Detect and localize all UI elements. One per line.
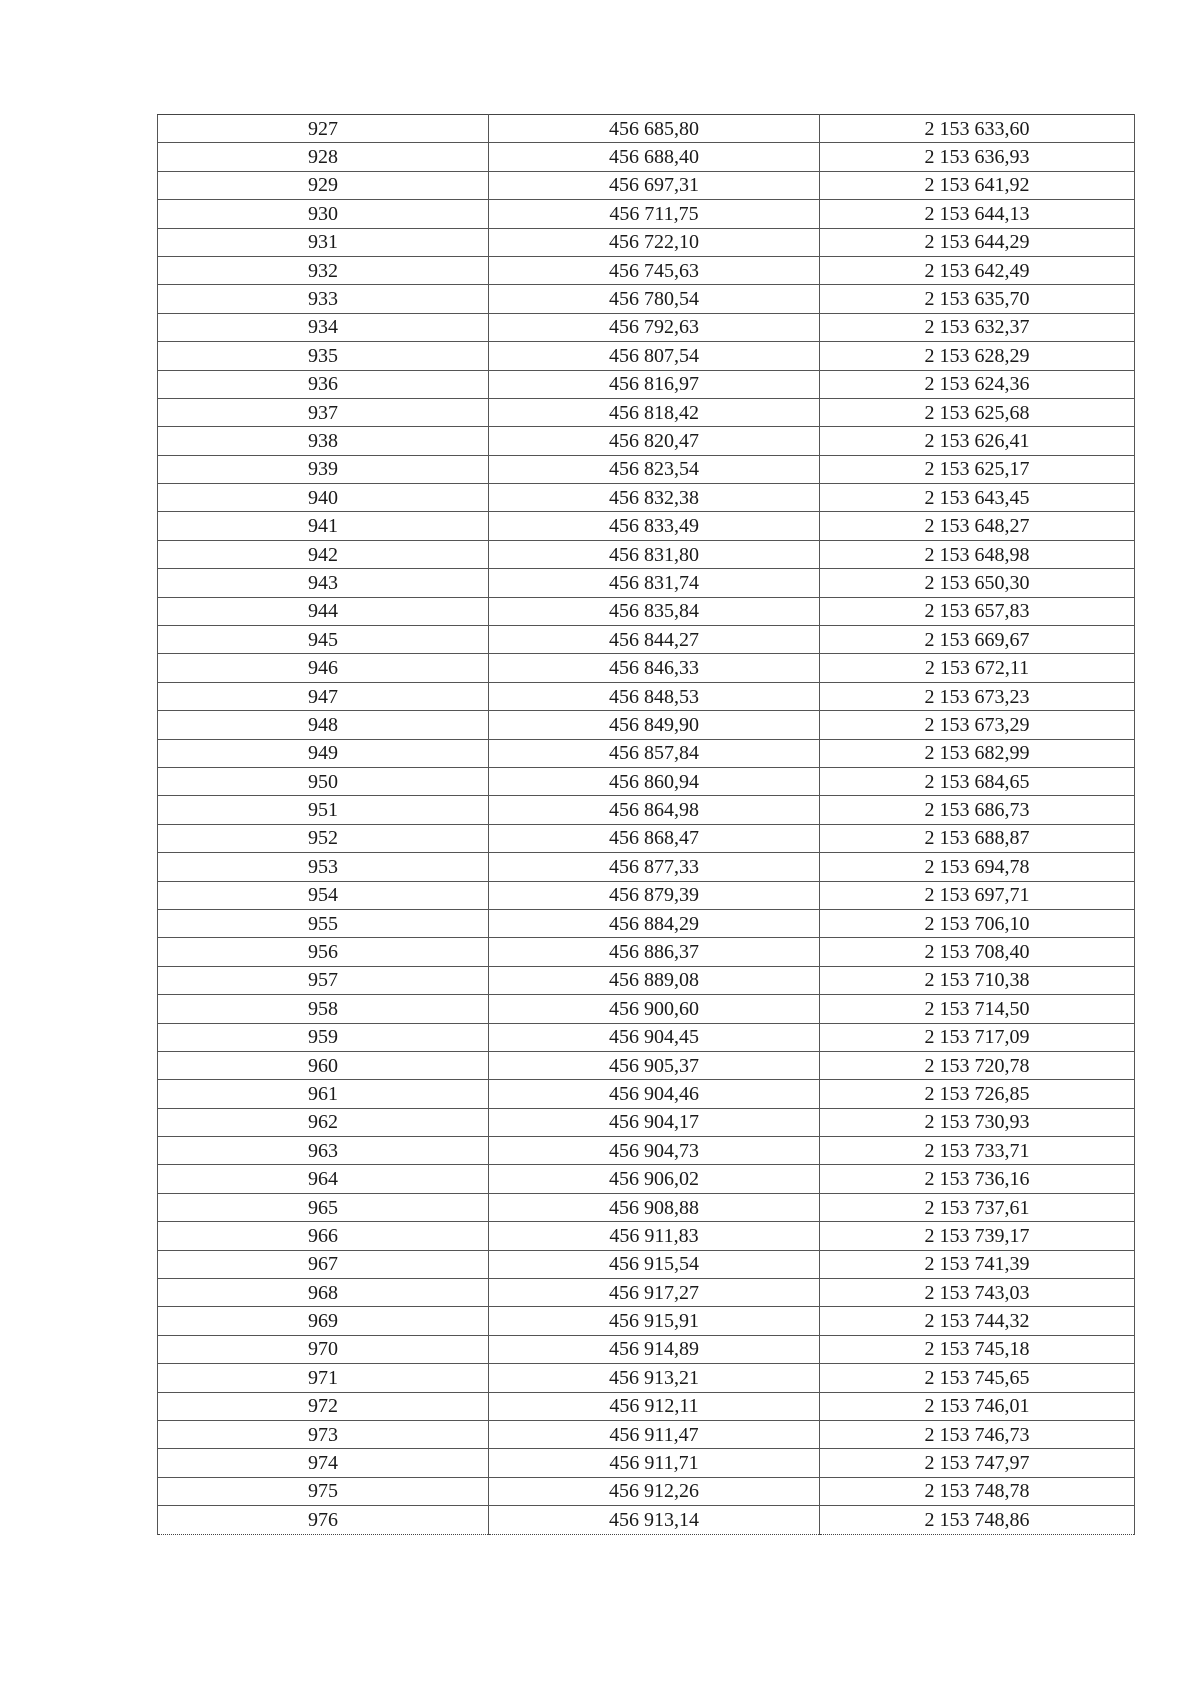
- x-coordinate-cell: 456 807,54: [489, 342, 820, 370]
- x-coordinate-cell: 456 688,40: [489, 143, 820, 171]
- y-coordinate-cell: 2 153 746,73: [820, 1420, 1135, 1448]
- point-number-cell: 974: [158, 1449, 489, 1477]
- table-row: [158, 938, 1135, 966]
- table-row: [158, 1364, 1135, 1392]
- x-coordinate-cell: 456 780,54: [489, 285, 820, 313]
- y-coordinate-cell: 2 153 633,60: [820, 115, 1135, 143]
- x-coordinate-cell: 456 884,29: [489, 909, 820, 937]
- x-coordinate-cell: 456 846,33: [489, 654, 820, 682]
- y-coordinate-cell: 2 153 626,41: [820, 427, 1135, 455]
- table-row: [158, 512, 1135, 540]
- x-coordinate-cell: 456 860,94: [489, 767, 820, 795]
- table-row: [158, 966, 1135, 994]
- y-coordinate-cell: 2 153 686,73: [820, 796, 1135, 824]
- x-coordinate-cell: 456 849,90: [489, 711, 820, 739]
- y-coordinate-cell: 2 153 673,23: [820, 682, 1135, 710]
- point-number-cell: 950: [158, 767, 489, 795]
- point-number-cell: 962: [158, 1108, 489, 1136]
- point-number-cell: 940: [158, 484, 489, 512]
- point-number-cell: 936: [158, 370, 489, 398]
- table-row: [158, 682, 1135, 710]
- y-coordinate-cell: 2 153 648,27: [820, 512, 1135, 540]
- y-coordinate-cell: 2 153 688,87: [820, 824, 1135, 852]
- y-coordinate-cell: 2 153 741,39: [820, 1250, 1135, 1278]
- y-coordinate-cell: 2 153 736,16: [820, 1165, 1135, 1193]
- x-coordinate-cell: 456 833,49: [489, 512, 820, 540]
- y-coordinate-cell: 2 153 669,67: [820, 626, 1135, 654]
- table-row: [158, 853, 1135, 881]
- table-row: [158, 1335, 1135, 1363]
- x-coordinate-cell: 456 908,88: [489, 1193, 820, 1221]
- table-row: [158, 1250, 1135, 1278]
- y-coordinate-cell: 2 153 682,99: [820, 739, 1135, 767]
- x-coordinate-cell: 456 904,73: [489, 1137, 820, 1165]
- x-coordinate-cell: 456 886,37: [489, 938, 820, 966]
- y-coordinate-cell: 2 153 747,97: [820, 1449, 1135, 1477]
- x-coordinate-cell: 456 905,37: [489, 1051, 820, 1079]
- point-number-cell: 948: [158, 711, 489, 739]
- y-coordinate-cell: 2 153 708,40: [820, 938, 1135, 966]
- x-coordinate-cell: 456 900,60: [489, 995, 820, 1023]
- y-coordinate-cell: 2 153 743,03: [820, 1279, 1135, 1307]
- x-coordinate-cell: 456 792,63: [489, 313, 820, 341]
- x-coordinate-cell: 456 904,46: [489, 1080, 820, 1108]
- table-row: [158, 228, 1135, 256]
- table-row: [158, 1051, 1135, 1079]
- table-row: [158, 881, 1135, 909]
- table-row: [158, 1279, 1135, 1307]
- point-number-cell: 943: [158, 569, 489, 597]
- table-row: [158, 1506, 1135, 1534]
- y-coordinate-cell: 2 153 748,78: [820, 1477, 1135, 1505]
- y-coordinate-cell: 2 153 733,71: [820, 1137, 1135, 1165]
- x-coordinate-cell: 456 831,80: [489, 540, 820, 568]
- x-coordinate-cell: 456 914,89: [489, 1335, 820, 1363]
- x-coordinate-cell: 456 915,54: [489, 1250, 820, 1278]
- x-coordinate-cell: 456 912,11: [489, 1392, 820, 1420]
- point-number-cell: 960: [158, 1051, 489, 1079]
- y-coordinate-cell: 2 153 636,93: [820, 143, 1135, 171]
- point-number-cell: 949: [158, 739, 489, 767]
- y-coordinate-cell: 2 153 745,65: [820, 1364, 1135, 1392]
- y-coordinate-cell: 2 153 632,37: [820, 313, 1135, 341]
- point-number-cell: 928: [158, 143, 489, 171]
- table-row: [158, 342, 1135, 370]
- point-number-cell: 969: [158, 1307, 489, 1335]
- y-coordinate-cell: 2 153 684,65: [820, 767, 1135, 795]
- y-coordinate-cell: 2 153 714,50: [820, 995, 1135, 1023]
- point-number-cell: 930: [158, 200, 489, 228]
- y-coordinate-cell: 2 153 746,01: [820, 1392, 1135, 1420]
- point-number-cell: 953: [158, 853, 489, 881]
- coordinates-table-body: [158, 115, 1135, 1535]
- point-number-cell: 973: [158, 1420, 489, 1448]
- table-row: [158, 1193, 1135, 1221]
- y-coordinate-cell: 2 153 641,92: [820, 171, 1135, 199]
- x-coordinate-cell: 456 904,45: [489, 1023, 820, 1051]
- y-coordinate-cell: 2 153 748,86: [820, 1506, 1135, 1534]
- y-coordinate-cell: 2 153 717,09: [820, 1023, 1135, 1051]
- x-coordinate-cell: 456 697,31: [489, 171, 820, 199]
- x-coordinate-cell: 456 904,17: [489, 1108, 820, 1136]
- point-number-cell: 944: [158, 597, 489, 625]
- y-coordinate-cell: 2 153 648,98: [820, 540, 1135, 568]
- x-coordinate-cell: 456 913,21: [489, 1364, 820, 1392]
- point-number-cell: 941: [158, 512, 489, 540]
- y-coordinate-cell: 2 153 673,29: [820, 711, 1135, 739]
- x-coordinate-cell: 456 913,14: [489, 1506, 820, 1534]
- table-row: [158, 909, 1135, 937]
- table-row: [158, 540, 1135, 568]
- table-row: [158, 143, 1135, 171]
- y-coordinate-cell: 2 153 706,10: [820, 909, 1135, 937]
- y-coordinate-cell: 2 153 726,85: [820, 1080, 1135, 1108]
- point-number-cell: 934: [158, 313, 489, 341]
- point-number-cell: 958: [158, 995, 489, 1023]
- point-number-cell: 967: [158, 1250, 489, 1278]
- y-coordinate-cell: 2 153 672,11: [820, 654, 1135, 682]
- table-row: [158, 1137, 1135, 1165]
- table-row: [158, 1307, 1135, 1335]
- x-coordinate-cell: 456 835,84: [489, 597, 820, 625]
- point-number-cell: 945: [158, 626, 489, 654]
- table-row: [158, 115, 1135, 143]
- x-coordinate-cell: 456 917,27: [489, 1279, 820, 1307]
- y-coordinate-cell: 2 153 697,71: [820, 881, 1135, 909]
- point-number-cell: 929: [158, 171, 489, 199]
- point-number-cell: 975: [158, 1477, 489, 1505]
- x-coordinate-cell: 456 711,75: [489, 200, 820, 228]
- y-coordinate-cell: 2 153 625,17: [820, 455, 1135, 483]
- table-row: [158, 285, 1135, 313]
- table-row: [158, 1420, 1135, 1448]
- table-row: [158, 654, 1135, 682]
- point-number-cell: 951: [158, 796, 489, 824]
- x-coordinate-cell: 456 906,02: [489, 1165, 820, 1193]
- x-coordinate-cell: 456 868,47: [489, 824, 820, 852]
- x-coordinate-cell: 456 832,38: [489, 484, 820, 512]
- x-coordinate-cell: 456 844,27: [489, 626, 820, 654]
- point-number-cell: 938: [158, 427, 489, 455]
- x-coordinate-cell: 456 848,53: [489, 682, 820, 710]
- table-row: [158, 1023, 1135, 1051]
- x-coordinate-cell: 456 911,71: [489, 1449, 820, 1477]
- x-coordinate-cell: 456 685,80: [489, 115, 820, 143]
- point-number-cell: 963: [158, 1137, 489, 1165]
- x-coordinate-cell: 456 857,84: [489, 739, 820, 767]
- y-coordinate-cell: 2 153 744,32: [820, 1307, 1135, 1335]
- table-row: [158, 739, 1135, 767]
- x-coordinate-cell: 456 879,39: [489, 881, 820, 909]
- point-number-cell: 972: [158, 1392, 489, 1420]
- point-number-cell: 937: [158, 398, 489, 426]
- x-coordinate-cell: 456 745,63: [489, 256, 820, 284]
- point-number-cell: 964: [158, 1165, 489, 1193]
- table-row: [158, 455, 1135, 483]
- x-coordinate-cell: 456 820,47: [489, 427, 820, 455]
- point-number-cell: 947: [158, 682, 489, 710]
- point-number-cell: 935: [158, 342, 489, 370]
- table-row: [158, 1449, 1135, 1477]
- point-number-cell: 955: [158, 909, 489, 937]
- x-coordinate-cell: 456 912,26: [489, 1477, 820, 1505]
- table-row: [158, 796, 1135, 824]
- point-number-cell: 939: [158, 455, 489, 483]
- table-row: [158, 427, 1135, 455]
- y-coordinate-cell: 2 153 625,68: [820, 398, 1135, 426]
- point-number-cell: 954: [158, 881, 489, 909]
- y-coordinate-cell: 2 153 642,49: [820, 256, 1135, 284]
- table-row: [158, 1477, 1135, 1505]
- y-coordinate-cell: 2 153 745,18: [820, 1335, 1135, 1363]
- point-number-cell: 971: [158, 1364, 489, 1392]
- x-coordinate-cell: 456 722,10: [489, 228, 820, 256]
- table-row: [158, 484, 1135, 512]
- point-number-cell: 933: [158, 285, 489, 313]
- y-coordinate-cell: 2 153 694,78: [820, 853, 1135, 881]
- table-row: [158, 824, 1135, 852]
- table-row: [158, 1392, 1135, 1420]
- point-number-cell: 959: [158, 1023, 489, 1051]
- point-number-cell: 932: [158, 256, 489, 284]
- table-row: [158, 1165, 1135, 1193]
- y-coordinate-cell: 2 153 628,29: [820, 342, 1135, 370]
- y-coordinate-cell: 2 153 737,61: [820, 1193, 1135, 1221]
- table-row: [158, 200, 1135, 228]
- x-coordinate-cell: 456 877,33: [489, 853, 820, 881]
- y-coordinate-cell: 2 153 635,70: [820, 285, 1135, 313]
- point-number-cell: 961: [158, 1080, 489, 1108]
- table-row: [158, 767, 1135, 795]
- x-coordinate-cell: 456 911,47: [489, 1420, 820, 1448]
- table-row: [158, 1108, 1135, 1136]
- coordinates-table: [157, 114, 1135, 1535]
- y-coordinate-cell: 2 153 657,83: [820, 597, 1135, 625]
- table-row: [158, 711, 1135, 739]
- x-coordinate-cell: 456 816,97: [489, 370, 820, 398]
- x-coordinate-cell: 456 818,42: [489, 398, 820, 426]
- x-coordinate-cell: 456 831,74: [489, 569, 820, 597]
- y-coordinate-cell: 2 153 650,30: [820, 569, 1135, 597]
- table-row: [158, 995, 1135, 1023]
- y-coordinate-cell: 2 153 624,36: [820, 370, 1135, 398]
- table-row: [158, 1080, 1135, 1108]
- point-number-cell: 942: [158, 540, 489, 568]
- point-number-cell: 946: [158, 654, 489, 682]
- y-coordinate-cell: 2 153 739,17: [820, 1222, 1135, 1250]
- y-coordinate-cell: 2 153 730,93: [820, 1108, 1135, 1136]
- table-row: [158, 626, 1135, 654]
- x-coordinate-cell: 456 911,83: [489, 1222, 820, 1250]
- point-number-cell: 952: [158, 824, 489, 852]
- x-coordinate-cell: 456 864,98: [489, 796, 820, 824]
- table-row: [158, 370, 1135, 398]
- point-number-cell: 927: [158, 115, 489, 143]
- point-number-cell: 966: [158, 1222, 489, 1250]
- table-row: [158, 1222, 1135, 1250]
- point-number-cell: 968: [158, 1279, 489, 1307]
- table-row: [158, 569, 1135, 597]
- x-coordinate-cell: 456 915,91: [489, 1307, 820, 1335]
- table-row: [158, 398, 1135, 426]
- y-coordinate-cell: 2 153 644,13: [820, 200, 1135, 228]
- table-row: [158, 313, 1135, 341]
- point-number-cell: 965: [158, 1193, 489, 1221]
- table-row: [158, 171, 1135, 199]
- table-row: [158, 256, 1135, 284]
- point-number-cell: 976: [158, 1506, 489, 1534]
- x-coordinate-cell: 456 889,08: [489, 966, 820, 994]
- point-number-cell: 956: [158, 938, 489, 966]
- x-coordinate-cell: 456 823,54: [489, 455, 820, 483]
- document-page: [157, 114, 1134, 1535]
- y-coordinate-cell: 2 153 710,38: [820, 966, 1135, 994]
- y-coordinate-cell: 2 153 643,45: [820, 484, 1135, 512]
- y-coordinate-cell: 2 153 720,78: [820, 1051, 1135, 1079]
- table-row: [158, 597, 1135, 625]
- point-number-cell: 957: [158, 966, 489, 994]
- point-number-cell: 931: [158, 228, 489, 256]
- point-number-cell: 970: [158, 1335, 489, 1363]
- y-coordinate-cell: 2 153 644,29: [820, 228, 1135, 256]
